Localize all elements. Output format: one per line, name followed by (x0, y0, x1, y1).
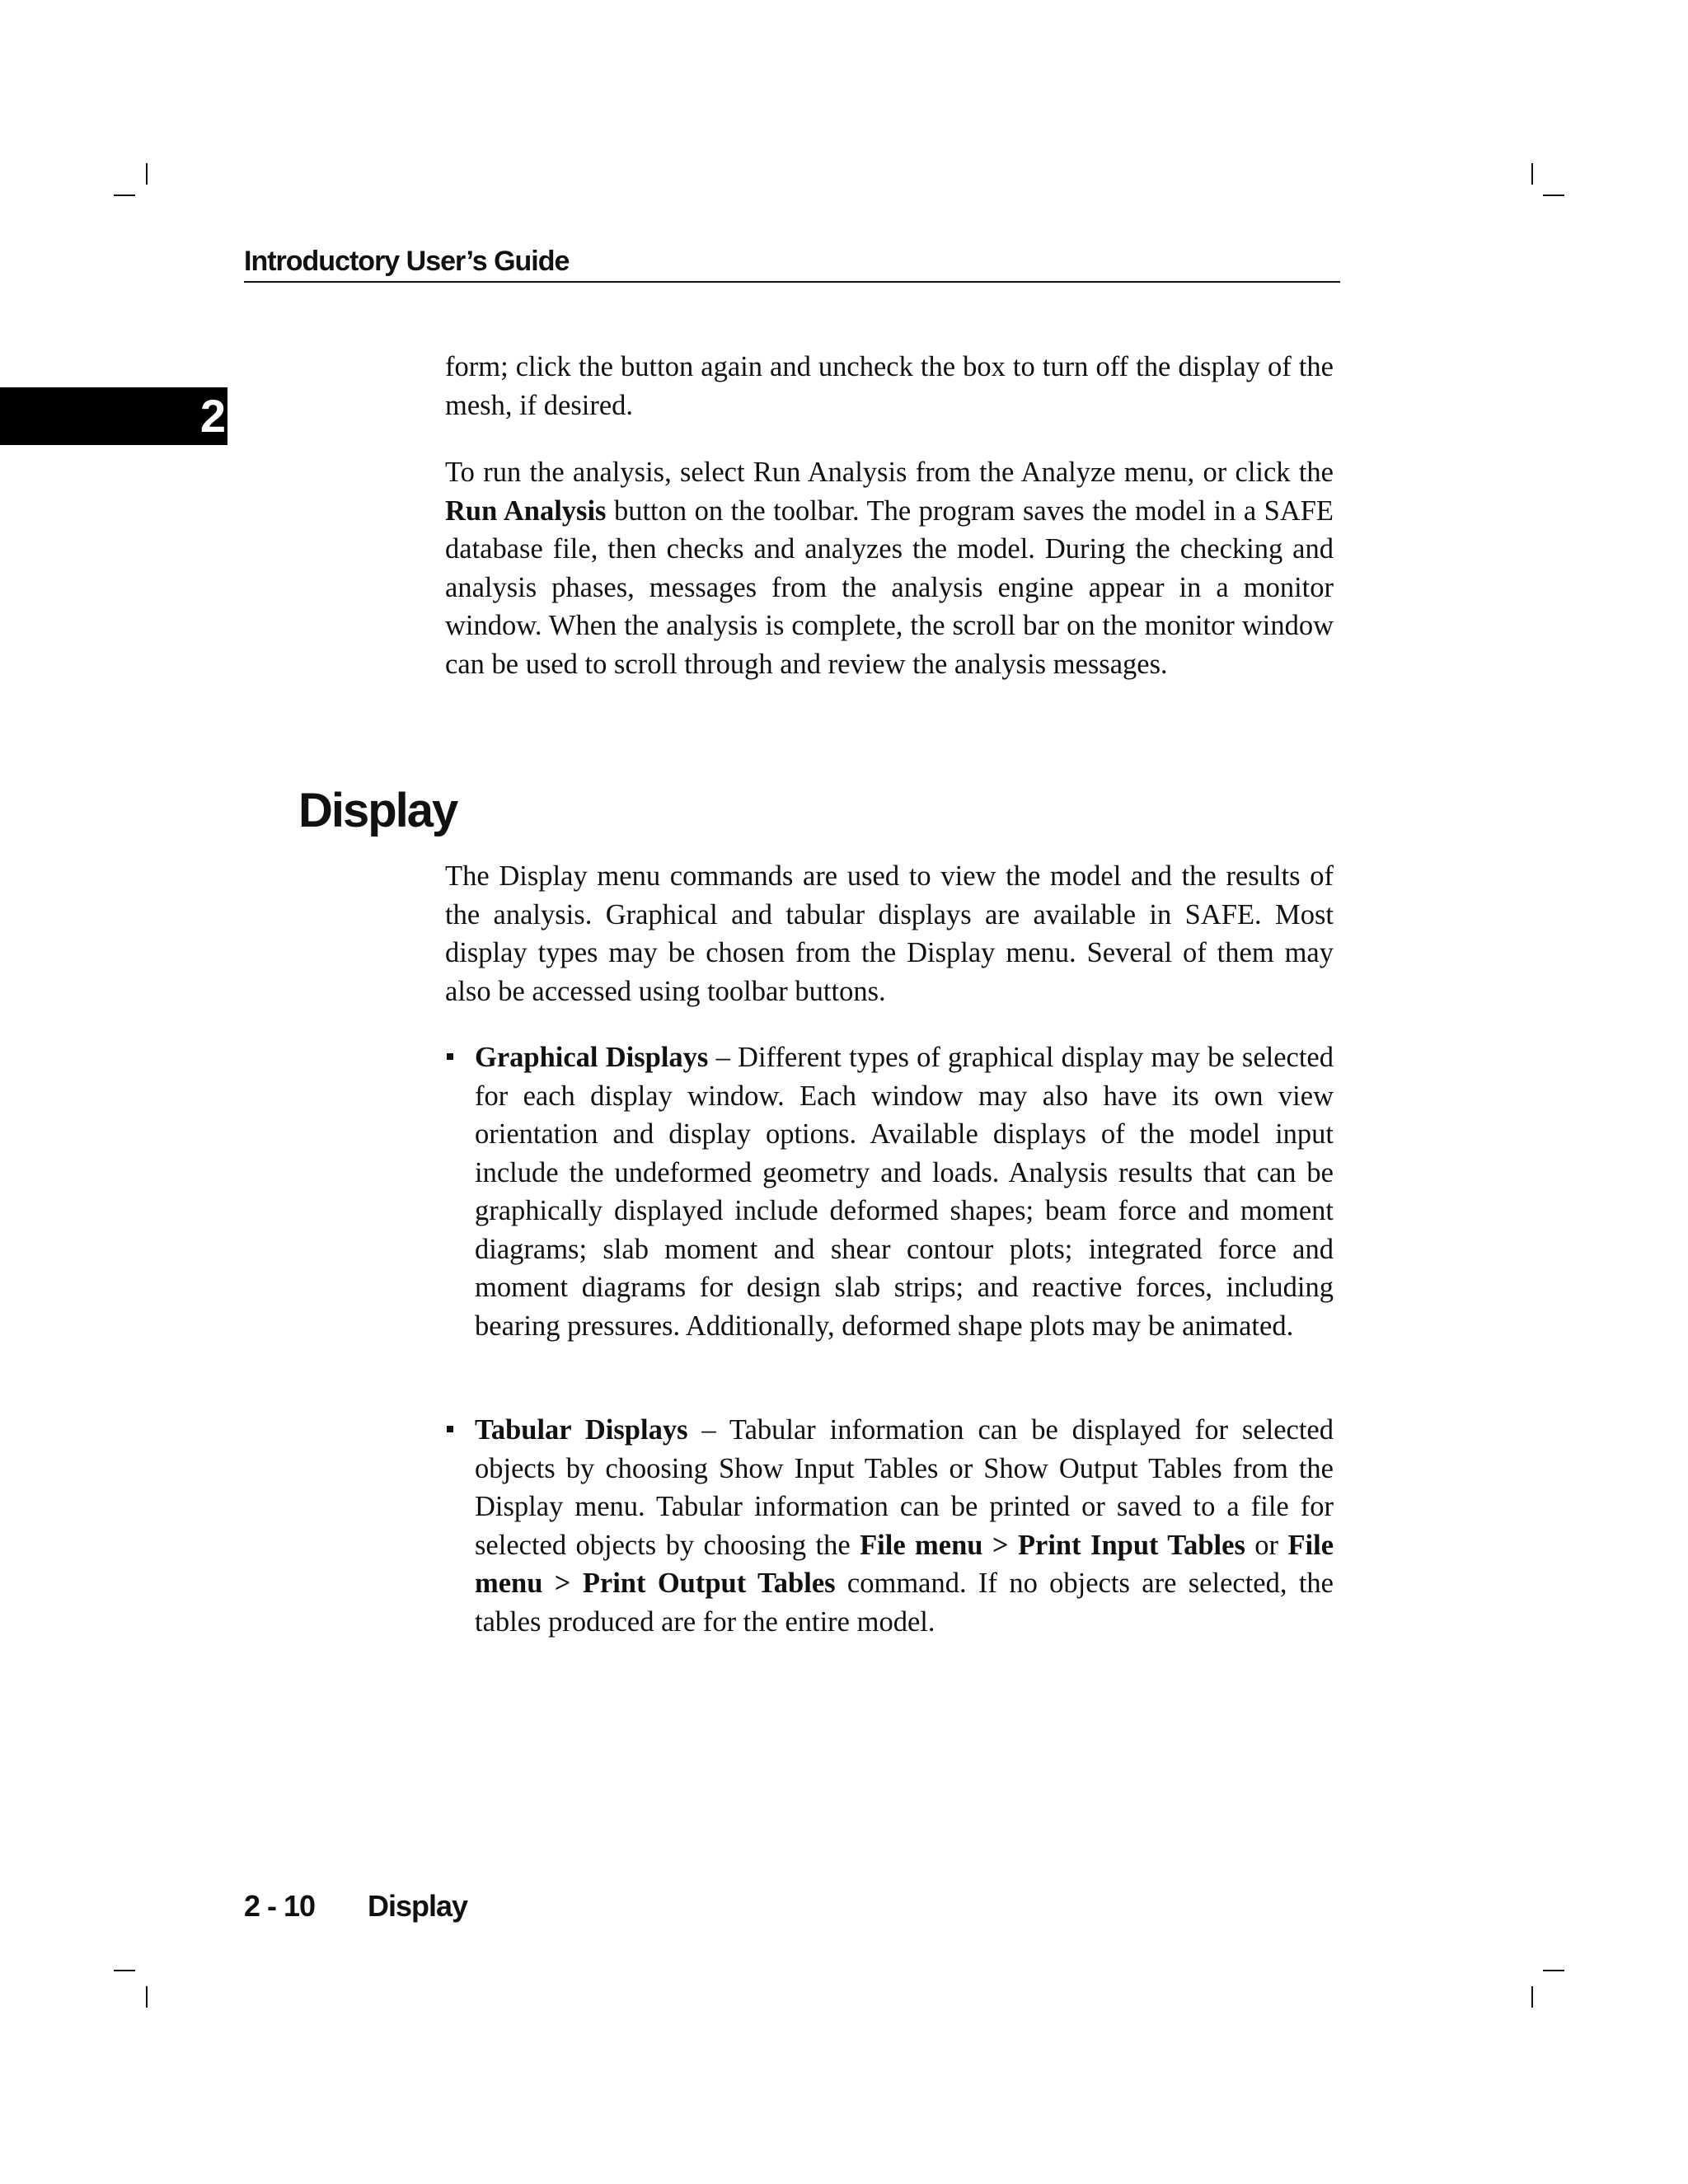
menu-path-term: File menu > Print Input Tables (860, 1529, 1245, 1561)
list-item-term: Tabular Displays (475, 1414, 688, 1446)
intro-paragraph-1: form; click the button again and uncheck the box to turn off the display of the mesh, if desired. (445, 351, 1334, 421)
intro-paragraph-2 (445, 453, 1334, 683)
section-paragraph-1: The Display menu commands are used to view the model and the results of the analysis. Graphical and tabular displays are available in SAFE. Most display types may be chosen from the Display menu. Several of them may also be accessed using toolbar buttons. (445, 860, 1334, 1007)
crop-mark (114, 1970, 135, 1971)
list-item-text (475, 1411, 1334, 1641)
text-run: button on the toolbar. The program saves the model in a SAFE database file, then checks and analyzes the model. During the checking and analysis phases, messages from the analysis engine appear in a monitor window. When the analysis is complete, the scroll bar on the monitor window can be used to scroll through and review the analysis messages. (445, 494, 1334, 680)
text-run: To run the analysis, select Run Analysis from the Analyze menu, or click the (445, 457, 1334, 488)
list-item-text (475, 1038, 1334, 1345)
running-header: Introductory User’s Guide (244, 246, 1340, 283)
crop-mark (1531, 163, 1533, 185)
text-run: – Different types of graphical display may be selected for each display window. Each window may also have its own view orientation and display options. Available displays of the model input include the undeformed geometry and loads. Analysis results that can be graphically displayed include deformed shapes; beam force and moment diagrams; slab moment and shear contour plots; integrated force and moment diagrams for design slab strips; and reactive forces, including bearing pressures. Additionally, deformed shape plots may be animated. (475, 1042, 1334, 1342)
text-run: or (1245, 1529, 1288, 1561)
menu-path-term: File menu > Print Output Tables (475, 1529, 1334, 1599)
page-number: 2 - 10 (244, 1889, 316, 1923)
bullet-icon (447, 1053, 453, 1060)
list-item-tabular-displays (445, 1411, 1334, 1641)
crop-mark (1543, 194, 1564, 196)
chapter-tab: 2 (0, 387, 227, 445)
crop-mark (146, 163, 148, 185)
run-analysis-term: Run Analysis (445, 494, 607, 527)
crop-mark (1531, 1986, 1533, 2008)
footer-section-name: Display (368, 1889, 468, 1923)
text-run: – Tabular information can be displayed for selected objects by choosing Show Input Tables or Show Output Tables from the Display menu. Tabular information can be printed or saved to a file for selected objects by choosing the (475, 1414, 1334, 1561)
text-run: command. If no objects are selected, the tables produced are for the entire model. (475, 1568, 1334, 1638)
section-heading: Display (298, 784, 457, 837)
crop-mark (114, 194, 135, 196)
crop-mark (1543, 1970, 1564, 1971)
list-item-term: Graphical Displays (475, 1042, 709, 1073)
crop-mark (146, 1986, 148, 2008)
list-item-graphical-displays (445, 1038, 1334, 1345)
bullet-icon (447, 1426, 453, 1432)
